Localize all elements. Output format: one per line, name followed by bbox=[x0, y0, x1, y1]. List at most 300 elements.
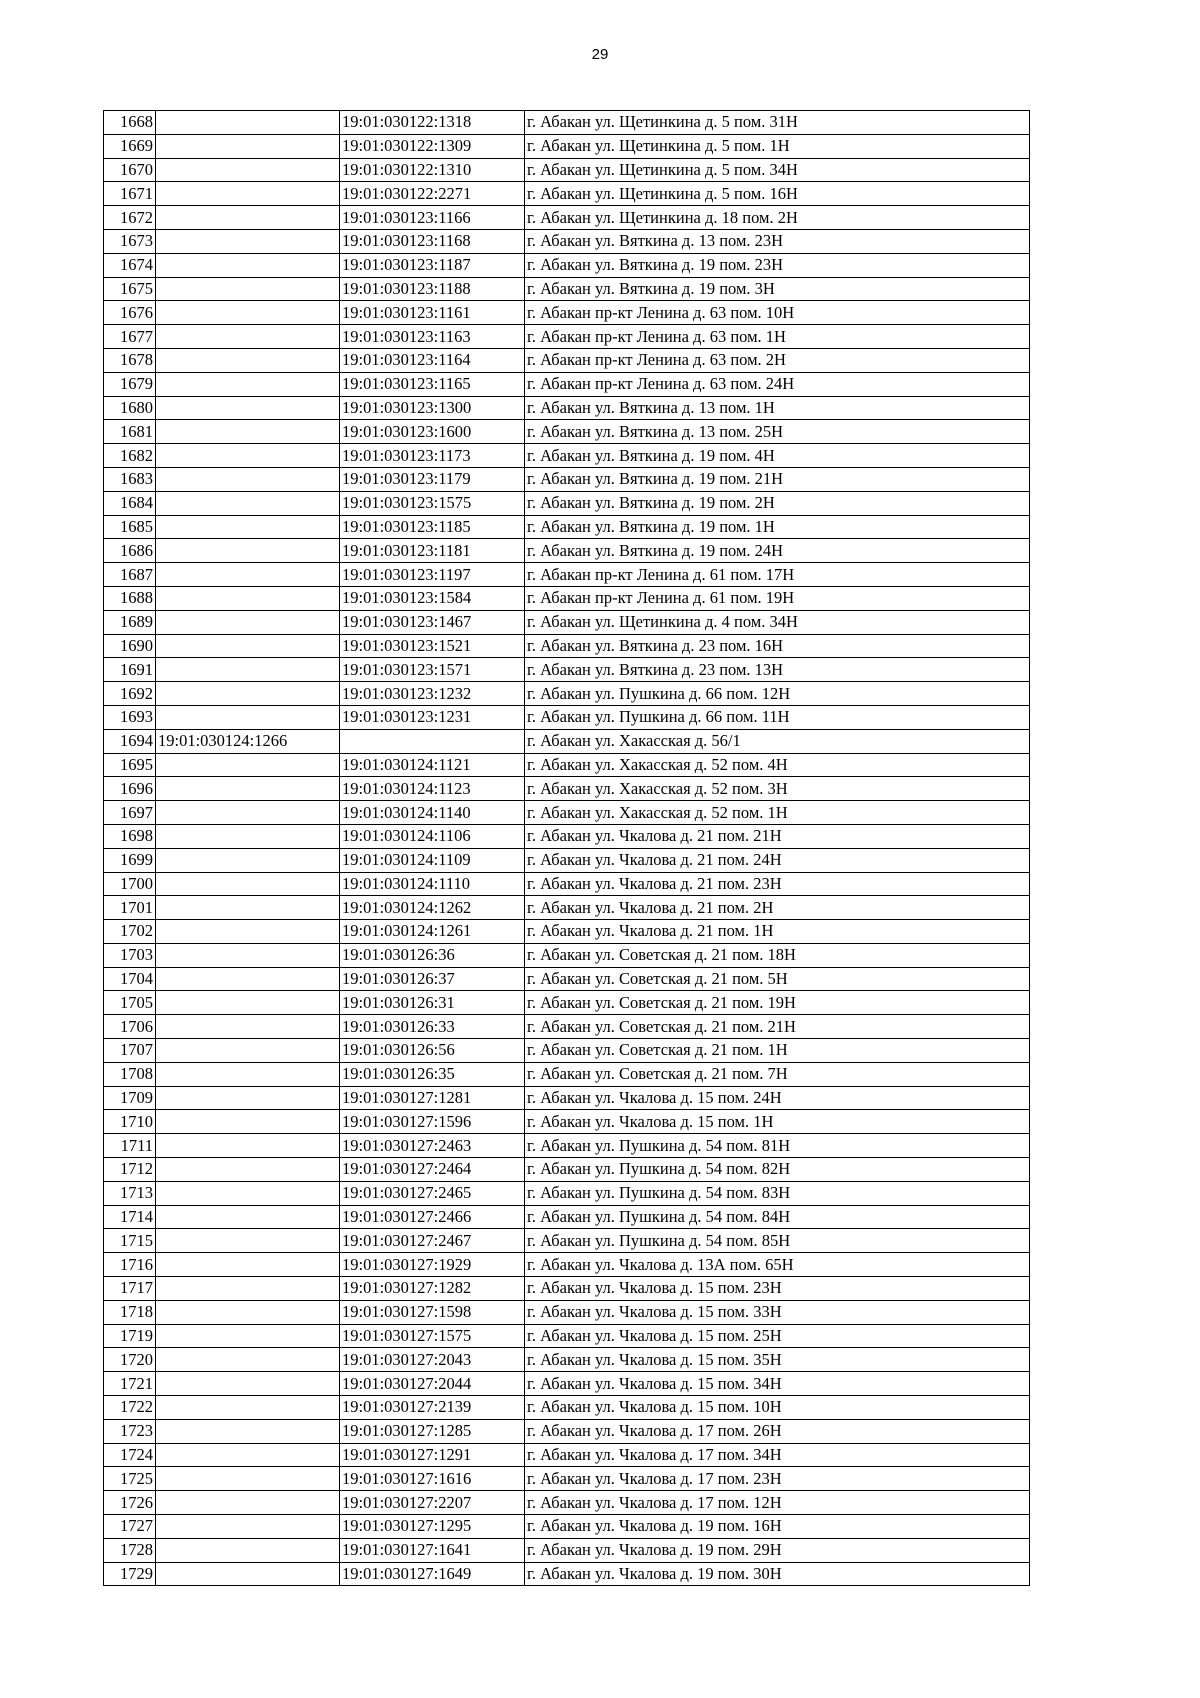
premises-cadastral-number-cell: 19:01:030123:1521 bbox=[340, 634, 525, 658]
address-cell: г. Абакан ул. Вяткина д. 13 пом. 23Н bbox=[525, 229, 1030, 253]
table-row bbox=[104, 991, 1030, 1015]
table-row bbox=[104, 1205, 1030, 1229]
premises-cadastral-number-cell: 19:01:030123:1161 bbox=[340, 301, 525, 325]
address-cell: г. Абакан ул. Советская д. 21 пом. 5Н bbox=[525, 967, 1030, 991]
premises-cadastral-number-cell: 19:01:030123:1173 bbox=[340, 444, 525, 468]
parcel-cadastral-number-cell bbox=[156, 420, 340, 444]
row-number-cell: 1720 bbox=[104, 1348, 156, 1372]
parcel-cadastral-number-cell bbox=[156, 1300, 340, 1324]
table-row bbox=[104, 253, 1030, 277]
table-row bbox=[104, 1538, 1030, 1562]
row-number-cell: 1699 bbox=[104, 848, 156, 872]
table-row bbox=[104, 967, 1030, 991]
premises-cadastral-number-cell: 19:01:030124:1123 bbox=[340, 777, 525, 801]
row-number-cell: 1705 bbox=[104, 991, 156, 1015]
premises-cadastral-number-cell: 19:01:030124:1140 bbox=[340, 801, 525, 825]
table-row bbox=[104, 277, 1030, 301]
premises-cadastral-number-cell: 19:01:030124:1262 bbox=[340, 896, 525, 920]
row-number-cell: 1721 bbox=[104, 1372, 156, 1396]
premises-cadastral-number-cell: 19:01:030122:2271 bbox=[340, 182, 525, 206]
table-row bbox=[104, 729, 1030, 753]
parcel-cadastral-number-cell bbox=[156, 1181, 340, 1205]
parcel-cadastral-number-cell bbox=[156, 467, 340, 491]
page-number: 29 bbox=[591, 46, 609, 63]
row-number-cell: 1698 bbox=[104, 824, 156, 848]
premises-cadastral-number-cell: 19:01:030127:1641 bbox=[340, 1538, 525, 1562]
parcel-cadastral-number-cell bbox=[156, 1562, 340, 1586]
address-cell: г. Абакан пр-кт Ленина д. 63 пом. 1Н bbox=[525, 325, 1030, 349]
premises-cadastral-number-cell: 19:01:030123:1179 bbox=[340, 467, 525, 491]
row-number-cell: 1688 bbox=[104, 586, 156, 610]
address-cell: г. Абакан ул. Советская д. 21 пом. 7Н bbox=[525, 1062, 1030, 1086]
row-number-cell: 1708 bbox=[104, 1062, 156, 1086]
row-number-cell: 1703 bbox=[104, 943, 156, 967]
address-cell: г. Абакан ул. Щетинкина д. 4 пом. 34Н bbox=[525, 610, 1030, 634]
row-number-cell: 1712 bbox=[104, 1158, 156, 1182]
registry-table bbox=[103, 110, 1030, 1586]
row-number-cell: 1679 bbox=[104, 372, 156, 396]
premises-cadastral-number-cell: 19:01:030124:1261 bbox=[340, 920, 525, 944]
row-number-cell: 1673 bbox=[104, 229, 156, 253]
parcel-cadastral-number-cell bbox=[156, 705, 340, 729]
row-number-cell: 1714 bbox=[104, 1205, 156, 1229]
parcel-cadastral-number-cell bbox=[156, 896, 340, 920]
premises-cadastral-number-cell: 19:01:030123:1168 bbox=[340, 229, 525, 253]
row-number-cell: 1716 bbox=[104, 1253, 156, 1277]
premises-cadastral-number-cell: 19:01:030123:1197 bbox=[340, 563, 525, 587]
premises-cadastral-number-cell: 19:01:030123:1181 bbox=[340, 539, 525, 563]
table-row bbox=[104, 872, 1030, 896]
parcel-cadastral-number-cell bbox=[156, 610, 340, 634]
row-number-cell: 1725 bbox=[104, 1467, 156, 1491]
premises-cadastral-number-cell: 19:01:030127:1282 bbox=[340, 1277, 525, 1301]
address-cell: г. Абакан ул. Вяткина д. 19 пом. 4Н bbox=[525, 444, 1030, 468]
row-number-cell: 1685 bbox=[104, 515, 156, 539]
premises-cadastral-number-cell: 19:01:030123:1571 bbox=[340, 658, 525, 682]
premises-cadastral-number-cell: 19:01:030127:1285 bbox=[340, 1419, 525, 1443]
parcel-cadastral-number-cell bbox=[156, 872, 340, 896]
address-cell: г. Абакан ул. Хакасская д. 56/1 bbox=[525, 729, 1030, 753]
row-number-cell: 1694 bbox=[104, 729, 156, 753]
row-number-cell: 1691 bbox=[104, 658, 156, 682]
table-row bbox=[104, 848, 1030, 872]
address-cell: г. Абакан пр-кт Ленина д. 63 пом. 10Н bbox=[525, 301, 1030, 325]
parcel-cadastral-number-cell bbox=[156, 1134, 340, 1158]
address-cell: г. Абакан ул. Чкалова д. 15 пом. 24Н bbox=[525, 1086, 1030, 1110]
table-row bbox=[104, 134, 1030, 158]
table-row bbox=[104, 658, 1030, 682]
parcel-cadastral-number-cell bbox=[156, 444, 340, 468]
table-row bbox=[104, 1467, 1030, 1491]
row-number-cell: 1678 bbox=[104, 348, 156, 372]
address-cell: г. Абакан ул. Чкалова д. 19 пом. 16Н bbox=[525, 1515, 1030, 1539]
parcel-cadastral-number-cell bbox=[156, 991, 340, 1015]
address-cell: г. Абакан ул. Чкалова д. 21 пом. 2Н bbox=[525, 896, 1030, 920]
row-number-cell: 1719 bbox=[104, 1324, 156, 1348]
row-number-cell: 1687 bbox=[104, 563, 156, 587]
parcel-cadastral-number-cell bbox=[156, 1015, 340, 1039]
premises-cadastral-number-cell: 19:01:030123:1165 bbox=[340, 372, 525, 396]
address-cell: г. Абакан ул. Чкалова д. 15 пом. 34Н bbox=[525, 1372, 1030, 1396]
address-cell: г. Абакан ул. Чкалова д. 15 пом. 1Н bbox=[525, 1110, 1030, 1134]
address-cell: г. Абакан ул. Вяткина д. 23 пом. 13Н bbox=[525, 658, 1030, 682]
table-row bbox=[104, 396, 1030, 420]
table-row bbox=[104, 1491, 1030, 1515]
table-row bbox=[104, 111, 1030, 135]
table-row bbox=[104, 1419, 1030, 1443]
table-row bbox=[104, 444, 1030, 468]
premises-cadastral-number-cell: 19:01:030126:33 bbox=[340, 1015, 525, 1039]
address-cell: г. Абакан ул. Вяткина д. 13 пом. 25Н bbox=[525, 420, 1030, 444]
parcel-cadastral-number-cell bbox=[156, 801, 340, 825]
premises-cadastral-number-cell: 19:01:030123:1584 bbox=[340, 586, 525, 610]
address-cell: г. Абакан ул. Вяткина д. 23 пом. 16Н bbox=[525, 634, 1030, 658]
table-row bbox=[104, 301, 1030, 325]
address-cell: г. Абакан ул. Вяткина д. 19 пом. 21Н bbox=[525, 467, 1030, 491]
table-row bbox=[104, 1015, 1030, 1039]
table-row bbox=[104, 515, 1030, 539]
address-cell: г. Абакан ул. Чкалова д. 21 пом. 23Н bbox=[525, 872, 1030, 896]
table-row bbox=[104, 1515, 1030, 1539]
premises-cadastral-number-cell: 19:01:030127:1929 bbox=[340, 1253, 525, 1277]
table-row bbox=[104, 1039, 1030, 1063]
address-cell: г. Абакан пр-кт Ленина д. 63 пом. 24Н bbox=[525, 372, 1030, 396]
address-cell: г. Абакан ул. Советская д. 21 пом. 18Н bbox=[525, 943, 1030, 967]
row-number-cell: 1692 bbox=[104, 682, 156, 706]
address-cell: г. Абакан ул. Щетинкина д. 5 пом. 31Н bbox=[525, 111, 1030, 135]
parcel-cadastral-number-cell bbox=[156, 1205, 340, 1229]
table-row bbox=[104, 682, 1030, 706]
address-cell: г. Абакан ул. Чкалова д. 15 пом. 35Н bbox=[525, 1348, 1030, 1372]
parcel-cadastral-number-cell bbox=[156, 1253, 340, 1277]
table-row bbox=[104, 372, 1030, 396]
row-number-cell: 1686 bbox=[104, 539, 156, 563]
address-cell: г. Абакан ул. Чкалова д. 17 пом. 34Н bbox=[525, 1443, 1030, 1467]
table-row bbox=[104, 896, 1030, 920]
row-number-cell: 1671 bbox=[104, 182, 156, 206]
premises-cadastral-number-cell: 19:01:030122:1309 bbox=[340, 134, 525, 158]
premises-cadastral-number-cell: 19:01:030122:1310 bbox=[340, 158, 525, 182]
parcel-cadastral-number-cell bbox=[156, 348, 340, 372]
parcel-cadastral-number-cell bbox=[156, 586, 340, 610]
table-row bbox=[104, 467, 1030, 491]
address-cell: г. Абакан ул. Вяткина д. 19 пом. 24Н bbox=[525, 539, 1030, 563]
parcel-cadastral-number-cell bbox=[156, 1348, 340, 1372]
premises-cadastral-number-cell: 19:01:030123:1163 bbox=[340, 325, 525, 349]
parcel-cadastral-number-cell bbox=[156, 229, 340, 253]
parcel-cadastral-number-cell bbox=[156, 277, 340, 301]
row-number-cell: 1695 bbox=[104, 753, 156, 777]
table-row bbox=[104, 705, 1030, 729]
parcel-cadastral-number-cell: 19:01:030124:1266 bbox=[156, 729, 340, 753]
row-number-cell: 1715 bbox=[104, 1229, 156, 1253]
parcel-cadastral-number-cell bbox=[156, 634, 340, 658]
table-row bbox=[104, 1562, 1030, 1586]
row-number-cell: 1727 bbox=[104, 1515, 156, 1539]
parcel-cadastral-number-cell bbox=[156, 848, 340, 872]
row-number-cell: 1680 bbox=[104, 396, 156, 420]
address-cell: г. Абакан ул. Чкалова д. 17 пом. 26Н bbox=[525, 1419, 1030, 1443]
parcel-cadastral-number-cell bbox=[156, 920, 340, 944]
address-cell: г. Абакан ул. Вяткина д. 19 пом. 3Н bbox=[525, 277, 1030, 301]
row-number-cell: 1717 bbox=[104, 1277, 156, 1301]
table-row bbox=[104, 634, 1030, 658]
table-row bbox=[104, 586, 1030, 610]
premises-cadastral-number-cell: 19:01:030124:1121 bbox=[340, 753, 525, 777]
premises-cadastral-number-cell: 19:01:030127:1291 bbox=[340, 1443, 525, 1467]
table-row bbox=[104, 563, 1030, 587]
address-cell: г. Абакан ул. Чкалова д. 21 пом. 21Н bbox=[525, 824, 1030, 848]
parcel-cadastral-number-cell bbox=[156, 1110, 340, 1134]
row-number-cell: 1702 bbox=[104, 920, 156, 944]
parcel-cadastral-number-cell bbox=[156, 824, 340, 848]
address-cell: г. Абакан ул. Щетинкина д. 5 пом. 16Н bbox=[525, 182, 1030, 206]
address-cell: г. Абакан ул. Щетинкина д. 18 пом. 2Н bbox=[525, 206, 1030, 230]
row-number-cell: 1701 bbox=[104, 896, 156, 920]
parcel-cadastral-number-cell bbox=[156, 158, 340, 182]
premises-cadastral-number-cell: 19:01:030126:36 bbox=[340, 943, 525, 967]
row-number-cell: 1672 bbox=[104, 206, 156, 230]
parcel-cadastral-number-cell bbox=[156, 563, 340, 587]
address-cell: г. Абакан ул. Чкалова д. 15 пом. 23Н bbox=[525, 1277, 1030, 1301]
parcel-cadastral-number-cell bbox=[156, 206, 340, 230]
address-cell: г. Абакан ул. Пушкина д. 54 пом. 82Н bbox=[525, 1158, 1030, 1182]
premises-cadastral-number-cell: 19:01:030127:2465 bbox=[340, 1181, 525, 1205]
table-row bbox=[104, 1181, 1030, 1205]
premises-cadastral-number-cell: 19:01:030123:1231 bbox=[340, 705, 525, 729]
row-number-cell: 1728 bbox=[104, 1538, 156, 1562]
address-cell: г. Абакан ул. Пушкина д. 54 пом. 83Н bbox=[525, 1181, 1030, 1205]
premises-cadastral-number-cell: 19:01:030123:1232 bbox=[340, 682, 525, 706]
address-cell: г. Абакан ул. Чкалова д. 17 пом. 12Н bbox=[525, 1491, 1030, 1515]
row-number-cell: 1668 bbox=[104, 111, 156, 135]
address-cell: г. Абакан ул. Чкалова д. 19 пом. 29Н bbox=[525, 1538, 1030, 1562]
premises-cadastral-number-cell: 19:01:030127:2139 bbox=[340, 1396, 525, 1420]
address-cell: г. Абакан ул. Хакасская д. 52 пом. 1Н bbox=[525, 801, 1030, 825]
parcel-cadastral-number-cell bbox=[156, 491, 340, 515]
row-number-cell: 1697 bbox=[104, 801, 156, 825]
parcel-cadastral-number-cell bbox=[156, 325, 340, 349]
premises-cadastral-number-cell: 19:01:030123:1300 bbox=[340, 396, 525, 420]
parcel-cadastral-number-cell bbox=[156, 682, 340, 706]
address-cell: г. Абакан ул. Пушкина д. 54 пом. 85Н bbox=[525, 1229, 1030, 1253]
premises-cadastral-number-cell: 19:01:030123:1188 bbox=[340, 277, 525, 301]
parcel-cadastral-number-cell bbox=[156, 539, 340, 563]
premises-cadastral-number-cell: 19:01:030124:1110 bbox=[340, 872, 525, 896]
row-number-cell: 1689 bbox=[104, 610, 156, 634]
table-row bbox=[104, 1348, 1030, 1372]
row-number-cell: 1723 bbox=[104, 1419, 156, 1443]
parcel-cadastral-number-cell bbox=[156, 1372, 340, 1396]
row-number-cell: 1670 bbox=[104, 158, 156, 182]
premises-cadastral-number-cell: 19:01:030127:1281 bbox=[340, 1086, 525, 1110]
table-row bbox=[104, 1372, 1030, 1396]
parcel-cadastral-number-cell bbox=[156, 967, 340, 991]
premises-cadastral-number-cell: 19:01:030123:1467 bbox=[340, 610, 525, 634]
table-row bbox=[104, 182, 1030, 206]
parcel-cadastral-number-cell bbox=[156, 1229, 340, 1253]
row-number-cell: 1704 bbox=[104, 967, 156, 991]
premises-cadastral-number-cell: 19:01:030127:1649 bbox=[340, 1562, 525, 1586]
parcel-cadastral-number-cell bbox=[156, 134, 340, 158]
premises-cadastral-number-cell: 19:01:030123:1185 bbox=[340, 515, 525, 539]
address-cell: г. Абакан ул. Щетинкина д. 5 пом. 1Н bbox=[525, 134, 1030, 158]
table-row bbox=[104, 943, 1030, 967]
row-number-cell: 1684 bbox=[104, 491, 156, 515]
premises-cadastral-number-cell: 19:01:030127:2463 bbox=[340, 1134, 525, 1158]
address-cell: г. Абакан ул. Вяткина д. 19 пом. 1Н bbox=[525, 515, 1030, 539]
table-row bbox=[104, 1324, 1030, 1348]
address-cell: г. Абакан ул. Пушкина д. 54 пом. 84Н bbox=[525, 1205, 1030, 1229]
parcel-cadastral-number-cell bbox=[156, 1039, 340, 1063]
row-number-cell: 1713 bbox=[104, 1181, 156, 1205]
row-number-cell: 1700 bbox=[104, 872, 156, 896]
address-cell: г. Абакан ул. Чкалова д. 15 пом. 10Н bbox=[525, 1396, 1030, 1420]
table-row bbox=[104, 610, 1030, 634]
premises-cadastral-number-cell: 19:01:030127:1575 bbox=[340, 1324, 525, 1348]
premises-cadastral-number-cell: 19:01:030127:2467 bbox=[340, 1229, 525, 1253]
table-row bbox=[104, 824, 1030, 848]
premises-cadastral-number-cell: 19:01:030122:1318 bbox=[340, 111, 525, 135]
premises-cadastral-number-cell: 19:01:030123:1575 bbox=[340, 491, 525, 515]
parcel-cadastral-number-cell bbox=[156, 1277, 340, 1301]
premises-cadastral-number-cell: 19:01:030126:31 bbox=[340, 991, 525, 1015]
parcel-cadastral-number-cell bbox=[156, 372, 340, 396]
parcel-cadastral-number-cell bbox=[156, 1086, 340, 1110]
address-cell: г. Абакан ул. Чкалова д. 19 пом. 30Н bbox=[525, 1562, 1030, 1586]
table-row bbox=[104, 325, 1030, 349]
row-number-cell: 1706 bbox=[104, 1015, 156, 1039]
table-row bbox=[104, 777, 1030, 801]
premises-cadastral-number-cell: 19:01:030126:35 bbox=[340, 1062, 525, 1086]
row-number-cell: 1718 bbox=[104, 1300, 156, 1324]
address-cell: г. Абакан ул. Пушкина д. 54 пом. 81Н bbox=[525, 1134, 1030, 1158]
parcel-cadastral-number-cell bbox=[156, 1062, 340, 1086]
table-row bbox=[104, 229, 1030, 253]
table-row bbox=[104, 1134, 1030, 1158]
premises-cadastral-number-cell: 19:01:030127:2466 bbox=[340, 1205, 525, 1229]
table-row bbox=[104, 1062, 1030, 1086]
row-number-cell: 1682 bbox=[104, 444, 156, 468]
row-number-cell: 1690 bbox=[104, 634, 156, 658]
address-cell: г. Абакан ул. Хакасская д. 52 пом. 4Н bbox=[525, 753, 1030, 777]
parcel-cadastral-number-cell bbox=[156, 1419, 340, 1443]
parcel-cadastral-number-cell bbox=[156, 1538, 340, 1562]
parcel-cadastral-number-cell bbox=[156, 301, 340, 325]
premises-cadastral-number-cell: 19:01:030127:2207 bbox=[340, 1491, 525, 1515]
address-cell: г. Абакан ул. Советская д. 21 пом. 19Н bbox=[525, 991, 1030, 1015]
address-cell: г. Абакан ул. Советская д. 21 пом. 1Н bbox=[525, 1039, 1030, 1063]
row-number-cell: 1683 bbox=[104, 467, 156, 491]
parcel-cadastral-number-cell bbox=[156, 943, 340, 967]
table-row bbox=[104, 1253, 1030, 1277]
address-cell: г. Абакан ул. Пушкина д. 66 пом. 11Н bbox=[525, 705, 1030, 729]
table-row bbox=[104, 491, 1030, 515]
address-cell: г. Абакан ул. Чкалова д. 21 пом. 24Н bbox=[525, 848, 1030, 872]
premises-cadastral-number-cell: 19:01:030123:1166 bbox=[340, 206, 525, 230]
row-number-cell: 1711 bbox=[104, 1134, 156, 1158]
table-row bbox=[104, 539, 1030, 563]
table-row bbox=[104, 348, 1030, 372]
parcel-cadastral-number-cell bbox=[156, 1396, 340, 1420]
parcel-cadastral-number-cell bbox=[156, 777, 340, 801]
address-cell: г. Абакан ул. Щетинкина д. 5 пом. 34Н bbox=[525, 158, 1030, 182]
parcel-cadastral-number-cell bbox=[156, 1467, 340, 1491]
address-cell: г. Абакан ул. Чкалова д. 21 пом. 1Н bbox=[525, 920, 1030, 944]
premises-cadastral-number-cell: 19:01:030126:37 bbox=[340, 967, 525, 991]
address-cell: г. Абакан ул. Чкалова д. 15 пом. 25Н bbox=[525, 1324, 1030, 1348]
parcel-cadastral-number-cell bbox=[156, 753, 340, 777]
parcel-cadastral-number-cell bbox=[156, 1324, 340, 1348]
parcel-cadastral-number-cell bbox=[156, 1515, 340, 1539]
row-number-cell: 1693 bbox=[104, 705, 156, 729]
parcel-cadastral-number-cell bbox=[156, 658, 340, 682]
address-cell: г. Абакан ул. Хакасская д. 52 пом. 3Н bbox=[525, 777, 1030, 801]
table-row bbox=[104, 1229, 1030, 1253]
parcel-cadastral-number-cell bbox=[156, 396, 340, 420]
premises-cadastral-number-cell bbox=[340, 729, 525, 753]
table-row bbox=[104, 1277, 1030, 1301]
table-row bbox=[104, 1443, 1030, 1467]
row-number-cell: 1729 bbox=[104, 1562, 156, 1586]
premises-cadastral-number-cell: 19:01:030124:1109 bbox=[340, 848, 525, 872]
row-number-cell: 1722 bbox=[104, 1396, 156, 1420]
address-cell: г. Абакан ул. Вяткина д. 19 пом. 2Н bbox=[525, 491, 1030, 515]
row-number-cell: 1676 bbox=[104, 301, 156, 325]
row-number-cell: 1707 bbox=[104, 1039, 156, 1063]
table-row bbox=[104, 753, 1030, 777]
table-row bbox=[104, 801, 1030, 825]
row-number-cell: 1681 bbox=[104, 420, 156, 444]
premises-cadastral-number-cell: 19:01:030127:1596 bbox=[340, 1110, 525, 1134]
premises-cadastral-number-cell: 19:01:030126:56 bbox=[340, 1039, 525, 1063]
row-number-cell: 1710 bbox=[104, 1110, 156, 1134]
address-cell: г. Абакан ул. Советская д. 21 пом. 21Н bbox=[525, 1015, 1030, 1039]
premises-cadastral-number-cell: 19:01:030127:1295 bbox=[340, 1515, 525, 1539]
premises-cadastral-number-cell: 19:01:030127:1616 bbox=[340, 1467, 525, 1491]
row-number-cell: 1696 bbox=[104, 777, 156, 801]
address-cell: г. Абакан пр-кт Ленина д. 63 пом. 2Н bbox=[525, 348, 1030, 372]
table-row bbox=[104, 1110, 1030, 1134]
row-number-cell: 1677 bbox=[104, 325, 156, 349]
address-cell: г. Абакан ул. Вяткина д. 13 пом. 1Н bbox=[525, 396, 1030, 420]
table-row bbox=[104, 420, 1030, 444]
row-number-cell: 1724 bbox=[104, 1443, 156, 1467]
table-row bbox=[104, 1086, 1030, 1110]
parcel-cadastral-number-cell bbox=[156, 1158, 340, 1182]
row-number-cell: 1726 bbox=[104, 1491, 156, 1515]
row-number-cell: 1669 bbox=[104, 134, 156, 158]
table-row bbox=[104, 206, 1030, 230]
premises-cadastral-number-cell: 19:01:030123:1187 bbox=[340, 253, 525, 277]
parcel-cadastral-number-cell bbox=[156, 1491, 340, 1515]
table-row bbox=[104, 920, 1030, 944]
premises-cadastral-number-cell: 19:01:030127:2464 bbox=[340, 1158, 525, 1182]
address-cell: г. Абакан пр-кт Ленина д. 61 пом. 17Н bbox=[525, 563, 1030, 587]
row-number-cell: 1674 bbox=[104, 253, 156, 277]
premises-cadastral-number-cell: 19:01:030124:1106 bbox=[340, 824, 525, 848]
parcel-cadastral-number-cell bbox=[156, 1443, 340, 1467]
address-cell: г. Абакан ул. Чкалова д. 15 пом. 33Н bbox=[525, 1300, 1030, 1324]
row-number-cell: 1709 bbox=[104, 1086, 156, 1110]
premises-cadastral-number-cell: 19:01:030127:1598 bbox=[340, 1300, 525, 1324]
parcel-cadastral-number-cell bbox=[156, 253, 340, 277]
premises-cadastral-number-cell: 19:01:030127:2043 bbox=[340, 1348, 525, 1372]
table-row bbox=[104, 158, 1030, 182]
premises-cadastral-number-cell: 19:01:030123:1164 bbox=[340, 348, 525, 372]
parcel-cadastral-number-cell bbox=[156, 111, 340, 135]
address-cell: г. Абакан ул. Чкалова д. 17 пом. 23Н bbox=[525, 1467, 1030, 1491]
